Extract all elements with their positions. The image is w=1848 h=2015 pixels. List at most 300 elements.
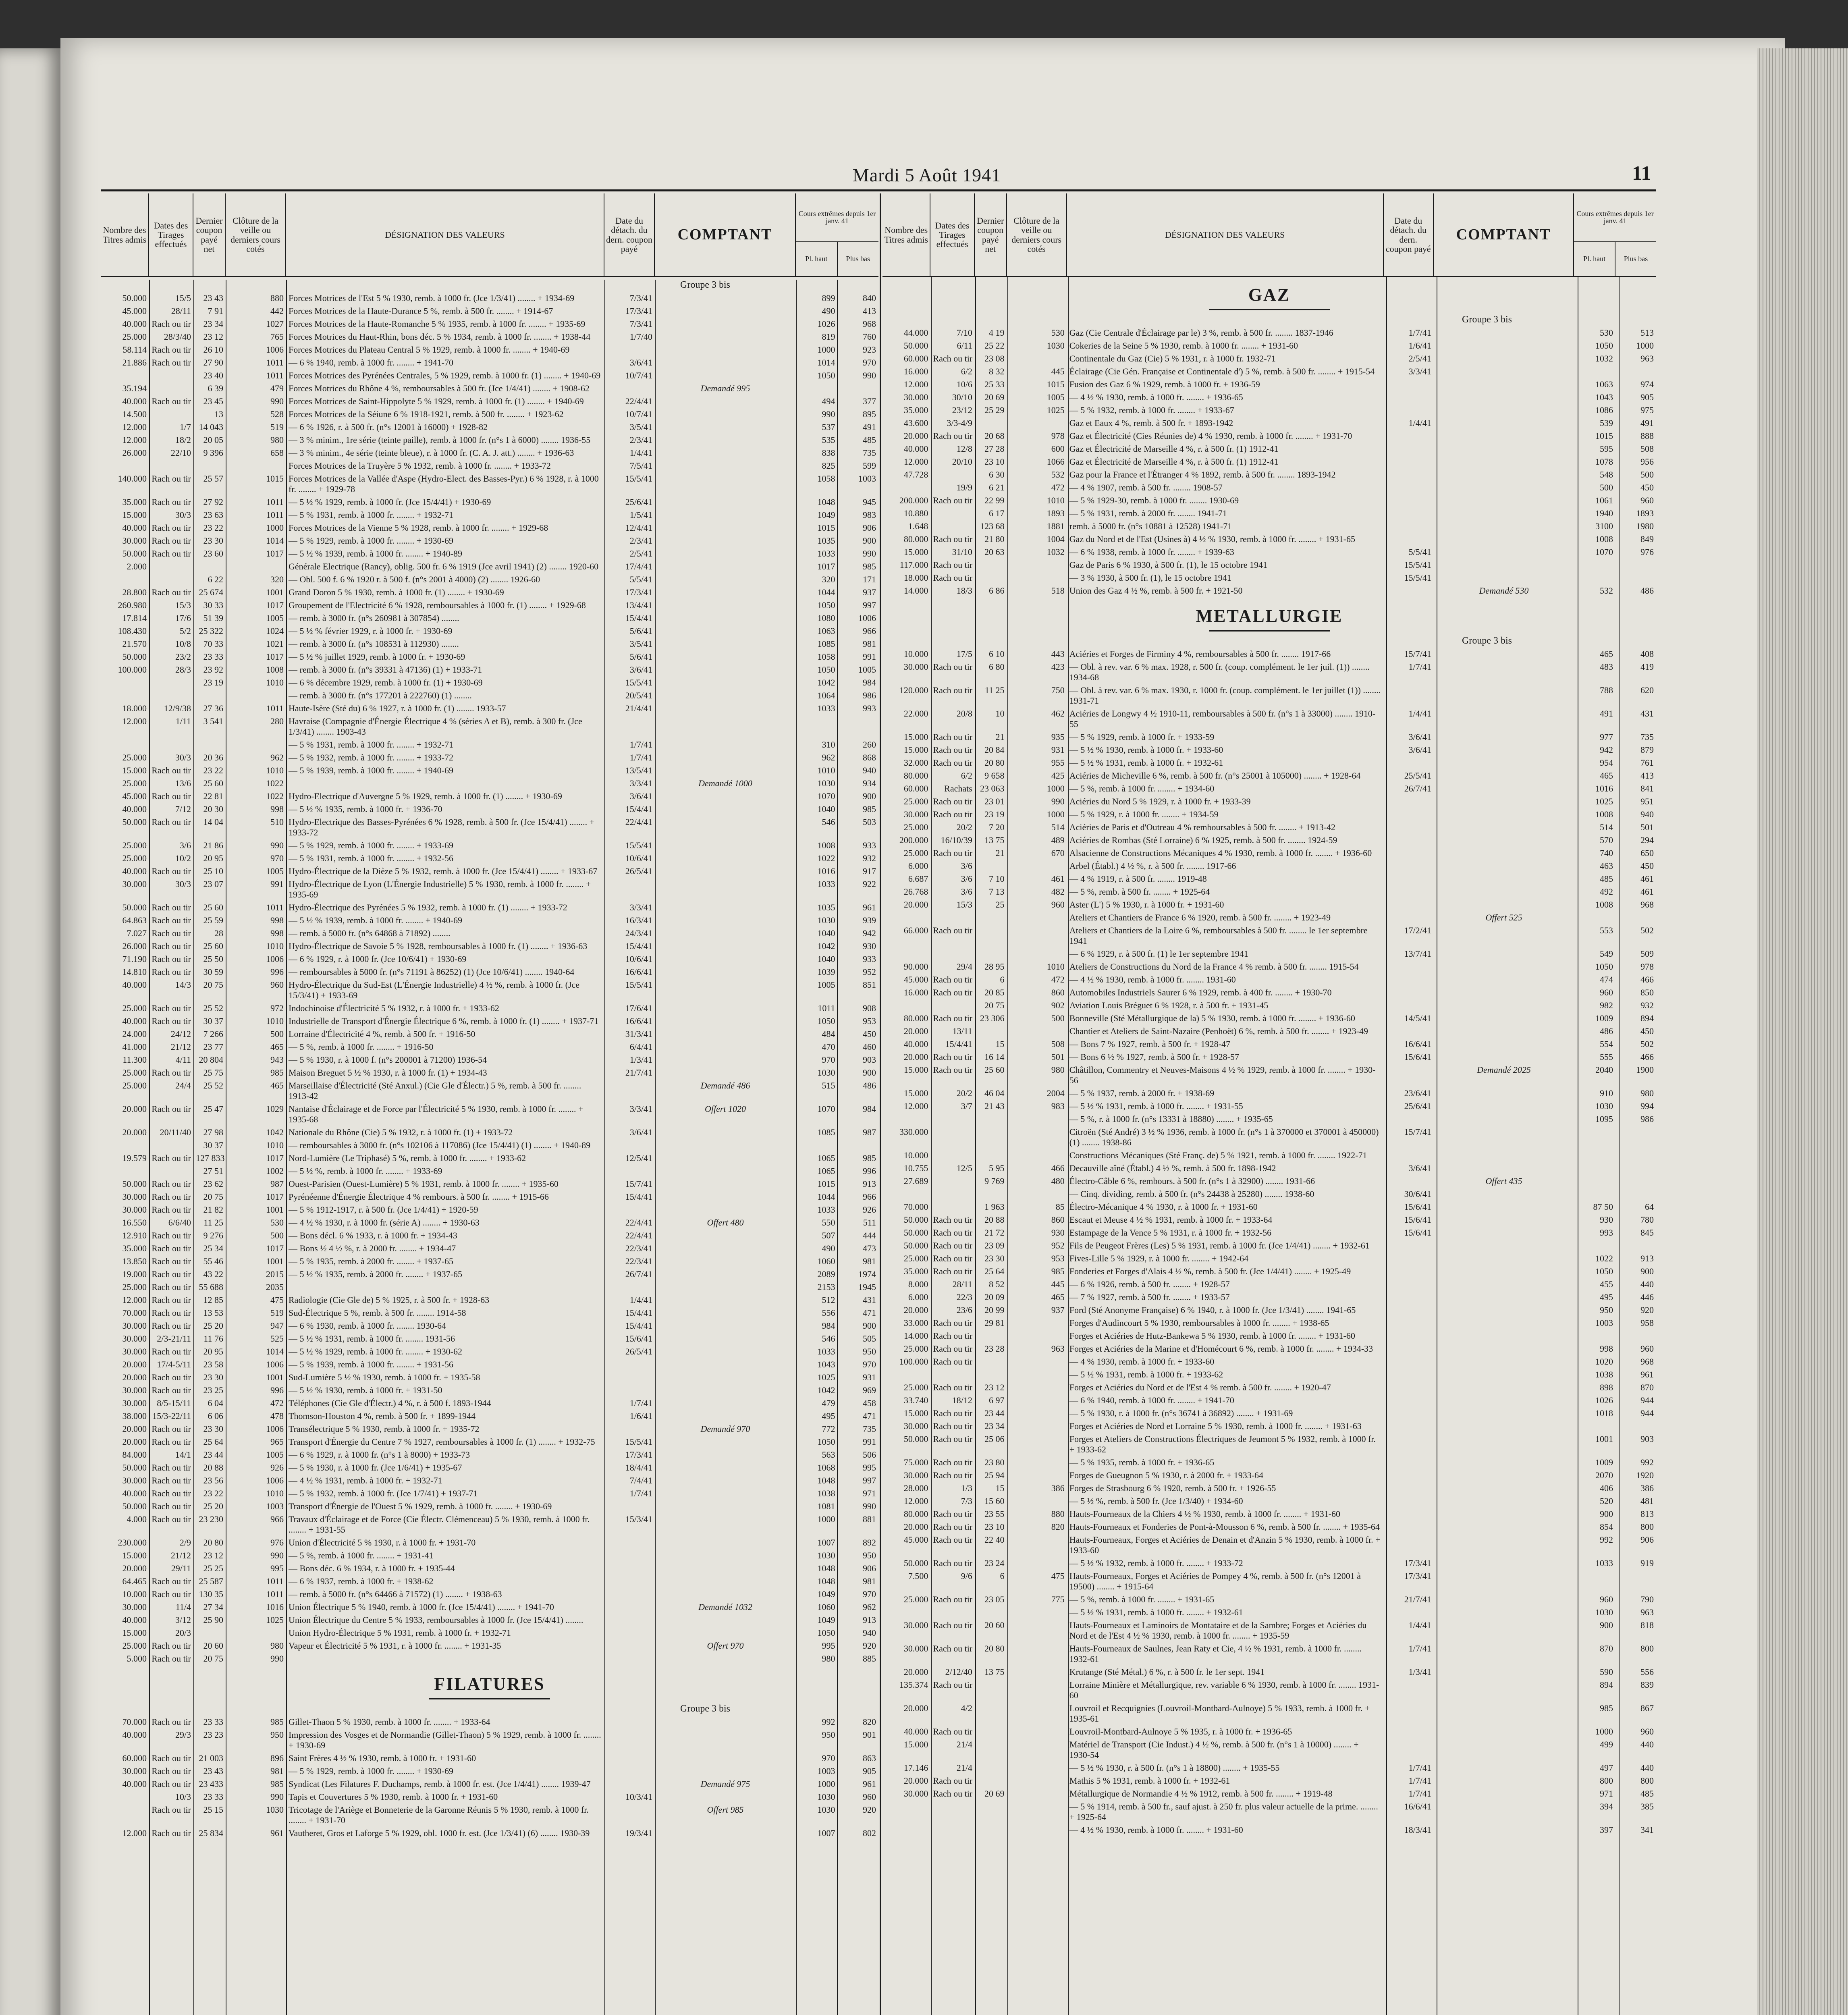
table-row [101,980,878,1001]
cell-cloture: 1021 [266,639,284,649]
table-row [101,1615,878,1625]
cell-cloture: 981 [270,1766,284,1776]
cell-nombre: 15.000 [903,1065,928,1075]
cell-date-detach [1384,1253,1434,1264]
table-row [101,587,878,598]
cell-dernier [975,1331,1007,1341]
cell-cloture: 990 [270,1792,284,1802]
table-row [101,574,878,585]
cell-designation: Gaz du Nord et de l'Est (Usines à) 4 ½ % 1930, remb. à 1000 fr. ........ + 1931-65 [1069,534,1355,544]
cell-plus-bas [1617,1150,1654,1161]
cell-date-detach: 10/6/41 [625,853,652,863]
cell-comptant [1434,1356,1574,1367]
cell-cours [1574,1457,1656,1468]
cell-nombre: 50.000 [903,1215,928,1225]
cell-plus-bas: 894 [1640,1013,1654,1023]
column-rule [796,280,797,2015]
cell-nombre [882,912,930,923]
cell-nombre: 41.000 [122,1042,147,1052]
cell-cloture [1007,1703,1067,1724]
left-table [101,193,878,2015]
cell-cloture: 985 [270,1779,284,1789]
cell-plus-haut: 500 [1600,482,1613,492]
cell-cloture: 443 [1051,649,1065,659]
cell-comptant [655,866,796,877]
cell-comptant [655,1166,796,1176]
cell-cours [1574,861,1656,871]
cell-plus-haut: 950 [822,1730,835,1740]
cell-dernier: 70 33 [203,639,223,649]
table-row [882,1594,1656,1605]
cell-comptant [1434,1496,1574,1506]
cell-plus-bas: 960 [863,1792,876,1802]
cell-nombre: 33.740 [903,1395,928,1405]
cell-dernier: 25 587 [199,1576,223,1586]
cell-cloture: 1011 [266,703,284,713]
cell-date-detach [1384,495,1434,506]
cell-plus-bas: 839 [1640,1680,1654,1690]
cell-date-detach [1384,809,1434,820]
cell-dernier: 25 33 [984,379,1005,389]
cell-designation: — 4 ½ % 1930, r. à 1000 fr. (série A) ........ + 1930-63 [289,1217,480,1228]
cell-nombre: 21.886 [122,357,147,368]
cell-cloture: 990 [270,396,284,406]
cell-plus-haut: 554 [1600,1039,1613,1049]
cell-plus-bas: 818 [1640,1620,1654,1630]
table-row [101,1104,878,1125]
cell-nombre [101,677,149,688]
cell-designation: — 3 % 1930, à 500 fr. (1), le 15 octobre 1941 [1069,573,1231,583]
cell-dates: 17/6 [175,613,191,623]
cell-dernier: 23 07 [203,879,223,889]
cell-dernier: 23 33 [203,1717,223,1727]
cell-plus-haut: 1044 [817,1192,835,1202]
cell-designation: Tricotage de l'Ariège et Bonneterie de la Garonne Réunis 5 % 1930, remb. à 1000 fr. ........ + 1931-70 [289,1805,589,1825]
cell-dernier: 23 77 [203,1042,223,1052]
table-row [101,840,878,851]
cell-designation: — 5 ½ % février 1929, r. à 1000 fr. + 1930-69 [289,626,453,636]
cell-designation: — 5 % 1932, remb. à 1000 fr. (Jce 1/7/41) + 1937-71 [289,1488,478,1498]
table-row [101,510,878,520]
cell-designation: Aciéries et Forges de Firminy 4 %, remboursables à 500 fr. ........ 1917-66 [1069,649,1331,659]
cell-comptant [1434,835,1574,845]
cell-plus-bas: 932 [1640,1000,1654,1010]
cell-cloture: 466 [1051,1163,1065,1173]
cell-date-detach: 3/6/41 [629,357,652,368]
cell-cloture: 530 [1051,328,1065,338]
cell-comptant [655,345,796,355]
cell-plus-haut: 490 [822,306,835,316]
cell-comptant [1434,1114,1574,1124]
cell-dernier: 46 04 [984,1088,1005,1098]
cell-plus-haut: 740 [1600,848,1613,858]
column-rule [975,277,976,2015]
cell-designation: — 5 ½ % 1939, remb. à 1000 fr. ........ + 1940-69 [289,915,462,925]
cell-designation: — 4 % 1930, remb. à 1000 fr. + 1933-60 [1069,1356,1215,1367]
cell-designation: Saint Frères 4 ½ % 1930, remb. à 1000 fr. + 1931-60 [289,1753,476,1763]
cell-cloture [1007,1318,1067,1328]
cell-plus-bas: 780 [1640,1215,1654,1225]
cell-dates [930,1189,974,1199]
table-row [882,783,1656,794]
cell-nombre: 12.000 [122,435,147,445]
cell-cloture: 1010 [266,677,284,688]
cell-plus-bas: 926 [863,1205,876,1215]
cell-dernier: 25 64 [984,1266,1005,1276]
cell-plus-haut: 1035 [817,902,835,912]
cell-designation: Ateliers et Chantiers de la Loire 6 %, remboursables à 500 fr. ........ le 1er septembre 1941 [1069,925,1368,946]
cell-plus-bas: 951 [1640,796,1654,806]
cell-plus-haut: 1030 [817,915,835,925]
cell-date-detach: 26/5/41 [625,866,652,876]
cell-cours [1574,1369,1656,1380]
cell-designation: Aciéries de Paris et d'Outreau 4 % remboursables à 500 fr. ........ + 1913-42 [1069,822,1336,832]
cell-plus-haut: 894 [1600,1680,1613,1690]
cell-designation: — 4 % 1907, remb. à 500 fr. ........ 1908-57 [1069,482,1223,492]
table-row [882,444,1656,454]
cell-comptant: Demandé 995 [700,383,750,393]
table-row [882,974,1656,985]
cell-cloture: 978 [1051,431,1065,441]
cell-plus-bas: 735 [1640,732,1654,742]
cell-cloture: 1001 [266,587,284,597]
cell-nombre: 200.000 [899,495,928,505]
cell-dates: Rach ou tir [152,357,191,368]
table-row [101,652,878,662]
cell-comptant [655,370,796,381]
table-row [101,1398,878,1408]
cell-plus-bas: 900 [863,1068,876,1078]
cell-designation: — 5 % 1931, remb. à 1000 fr. ........ + 1932-71 [289,510,453,520]
cell-comptant [655,1514,796,1535]
cell-date-detach: 7/5/41 [629,461,652,471]
cell-designation: — 5 % 1929, remb. à 1000 fr. ........ + 1930-69 [289,1766,453,1776]
cell-dates: Rach ou tir [152,1589,191,1599]
cell-nombre: 14.000 [903,586,928,596]
cell-plus-bas: 984 [863,1104,876,1114]
cell-dates: 4/2 [961,1703,972,1713]
cell-dates: Rach ou tir [933,1356,973,1367]
cell-nombre: 12.910 [122,1230,147,1240]
cell-date-detach: 15/5/41 [625,840,652,850]
cell-cours [1574,1620,1656,1641]
cell-plus-haut [1576,1240,1617,1251]
cell-designation: Chantier et Ateliers de Saint-Nazaire (Penhoët) 6 %, remb. à 500 fr. ........ + 1923-49 [1069,1026,1368,1036]
table-row [101,613,878,623]
cell-designation: — 6 % 1940, remb. à 1000 fr. ........ + 1941-70 [1069,1395,1234,1405]
cell-dernier [975,1739,1007,1760]
cell-dates: 30/3 [175,510,191,520]
cell-designation: Union des Gaz 4 ½ %, remb. à 500 fr. + 1921-50 [1069,586,1243,596]
cell-date-detach: 1/7/41 [1408,1643,1431,1654]
cell-cours [1574,732,1656,742]
cell-nombre: 30.000 [122,879,147,889]
cell-designation: — 5 % 1929-30, remb. à 1000 fr. ........ 1930-69 [1069,495,1239,505]
cell-comptant [655,1501,796,1512]
cell-cours [1574,495,1656,506]
cell-plus-haut [1576,1421,1617,1431]
cell-dates: 20/8 [956,708,972,719]
table-row [882,1680,1656,1701]
cell-date-detach: 1/7/40 [629,332,652,342]
cell-dates: 10/3 [175,1792,191,1802]
cell-dates: 3/7 [961,1101,972,1111]
cell-nombre: 80.000 [903,1509,928,1519]
cell-plus-bas: 903 [1640,1434,1654,1444]
cell-comptant [655,716,796,737]
cell-cloture: 955 [1051,758,1065,768]
table-row [101,941,878,951]
cell-date-detach: 22/3/41 [625,1256,652,1266]
cell-designation: Aviation Louis Bréguet 6 % 1928, r. à 500 fr. + 1931-45 [1069,1000,1269,1010]
table-row [882,796,1656,807]
cell-plus-haut: 470 [822,1042,835,1052]
cell-comptant [1434,949,1574,959]
cell-cloture: 1881 [1047,521,1065,531]
cell-nombre: 20.000 [903,1305,928,1315]
cell-cours [1574,431,1656,441]
cell-date-detach: 1/5/41 [629,510,652,520]
cell-date-detach [1384,1408,1434,1419]
table-row [101,1217,878,1228]
cell-dates: 3/6 [179,840,191,850]
cell-date-detach [1384,1496,1434,1506]
cell-dates: 21/4 [956,1739,972,1749]
cell-nombre: 16.000 [903,366,928,376]
cell-designation: Forces Motrices du Rhône 4 %, remboursables à 500 fr. (Jce 1/4/41) ........ + 1908-62 [289,383,590,393]
cell-date-detach: 21/7/41 [625,1068,652,1078]
cell-plus-haut [1576,366,1617,377]
cell-designation: — 5 ½ % 1930, remb. à 1000 fr. + 1933-60 [1069,745,1223,755]
cell-dates: Rach ou tir [933,1594,973,1604]
header-cloture: Clôture de la veille ou derniers cours cotés [1007,193,1067,276]
cell-comptant [655,752,796,763]
cell-comptant [655,1628,796,1638]
cell-date-detach [604,1166,655,1176]
table-row [101,1153,878,1163]
cell-dates: Rach ou tir [933,848,973,858]
cell-plus-bas: 969 [863,1385,876,1395]
table-row [101,306,878,316]
cell-designation: — 6 % 1940, remb. à 1000 fr. ........ + 1941-70 [289,357,453,368]
cell-dernier: 23 62 [203,1179,223,1189]
cell-nombre: 40.000 [122,1488,147,1498]
cell-date-detach: 25/6/41 [1404,1101,1431,1111]
cell-dates: 24/4 [175,1080,191,1091]
cell-cloture [1007,1763,1067,1773]
cell-cloture: 970 [270,853,284,863]
cell-cours [1574,1607,1656,1618]
cell-comptant [1434,1703,1574,1724]
table-row [101,1068,878,1078]
cell-comptant [1434,392,1574,403]
cell-cours [1574,1228,1656,1238]
cell-comptant [655,461,796,471]
cell-dates: 21/4 [956,1763,972,1773]
table-row [882,1356,1656,1367]
cell-cours [1574,887,1656,897]
cell-dates: 15/4/41 [945,1039,972,1049]
cell-comptant [655,954,796,964]
cell-dernier: 22 81 [203,791,223,801]
cell-comptant [655,600,796,611]
cell-plus-haut: 942 [1600,745,1613,755]
cell-dernier: 6 10 [989,649,1005,659]
cell-comptant [1434,573,1574,583]
cell-plus-haut: 1000 [1595,1726,1613,1737]
cell-plus-bas [1617,1421,1654,1431]
cell-designation: Forges et Aciéries de Hutz-Bankewa 5 % 1930, remb. à 1000 fr. ........ + 1931-60 [1069,1331,1355,1341]
table-row [101,1269,878,1280]
table-row [101,1779,878,1789]
table-row [882,1052,1656,1062]
cell-plus-haut: 1005 [817,980,835,990]
cell-date-detach [1384,758,1434,768]
cell-plus-haut: 898 [1600,1382,1613,1392]
cell-cloture [1007,1421,1067,1431]
cell-plus-bas: 509 [1640,949,1654,959]
cell-dernier: 25 674 [199,587,223,597]
cell-designation: — 3 % minim., 1re série (teinte paille), remb. à 1000 fr. (n°s 1 à 6000) ........ 1936-55 [289,435,591,445]
cell-designation: — 6 % 1926, remb. à 500 fr. ........ + 1928-57 [1069,1279,1230,1289]
cell-cloture: 1015 [1047,379,1065,389]
cell-dates: 30/10 [952,392,972,402]
cell-dates [149,1166,193,1176]
cell-dernier: 23 92 [203,665,223,675]
cell-nombre: 15.000 [122,510,147,520]
cell-designation: Ateliers de Constructions du Nord de la France 4 % remb. à 500 fr. ........ 1915-54 [1069,962,1359,972]
cell-cloture: 479 [270,383,284,393]
cell-cloture: 950 [270,1730,284,1740]
cell-designation: Groupement de l'Electricité 6 % 1928, remboursables à 1000 fr. (1) ........ + 1929-68 [289,600,586,610]
cell-comptant [655,1042,796,1052]
cell-dates: 15/3 [956,899,972,910]
cell-plus-bas: 932 [863,853,876,863]
cell-date-detach: 12/4/41 [625,523,652,533]
cell-dernier: 6 17 [989,508,1005,518]
cell-dernier: 20 68 [984,431,1005,441]
cell-comptant [655,1346,796,1357]
cell-comptant [1434,1318,1574,1328]
cell-plus-bas: 953 [863,1016,876,1026]
cell-nombre: 50.000 [122,1179,147,1189]
cell-cours [1574,1240,1656,1251]
cell-nombre: 30.000 [122,1398,147,1408]
cell-dernier: 13 75 [984,835,1005,845]
column-rule [1386,277,1387,2015]
cell-designation: Gaz et Eaux 4 %, remb. à 500 fr. + 1893-1942 [1069,418,1233,428]
table-row [101,1424,878,1434]
cell-plus-bas: 991 [863,652,876,662]
cell-date-detach: 13/7/41 [1404,949,1431,959]
cell-comptant [1434,1825,1574,1835]
cell-plus-haut: 1008 [1595,809,1613,819]
cell-designation: — remb. à 5000 fr. (n°s 64868 à 71892) ........ [289,928,451,938]
cell-dernier: 21 003 [199,1753,223,1763]
cell-cours [1574,662,1656,683]
cell-dates: 17/5 [956,649,972,659]
cell-nombre: 30.000 [903,1421,928,1431]
cell-dernier: 25 60 [203,941,223,951]
cell-dernier: 43 22 [203,1269,223,1279]
cell-designation: Lorraine Minière et Métallurgique, rev. variable 6 % 1930, remb. à 1000 fr. ........ 1931-60 [1069,1680,1379,1700]
cell-comptant [1434,1189,1574,1199]
cell-dates: Rach ou tir [152,1385,191,1395]
cell-plus-bas: 920 [863,1805,876,1815]
cell-comptant: Demandé 2025 [1477,1065,1531,1075]
table-row [882,822,1656,833]
cell-date-detach: 26/7/41 [1404,783,1431,794]
cell-dernier: 15 [995,1039,1005,1049]
cell-plus-haut: 1068 [817,1462,835,1473]
cell-cours [1574,457,1656,467]
cell-comptant [655,639,796,649]
cell-designation: Ford (Sté Anonyme Française) 6 % 1940, r. à 1000 fr. (Jce 1/3/41) ........ 1941-65 [1069,1305,1356,1315]
cell-designation: — 5 ½ % 1939, remb. à 1000 fr. ........ + 1940-89 [289,548,462,559]
cell-designation: Tapis et Couvertures 5 % 1930, remb. à 1000 fr. + 1931-60 [289,1792,498,1802]
cell-comptant [1434,1101,1574,1111]
cell-cloture: 966 [270,1514,284,1524]
cell-plus-haut: 492 [1600,887,1613,897]
cell-plus-bas: 888 [1640,431,1654,441]
cell-nombre: 21.570 [122,639,147,649]
cell-plus-haut: 1070 [817,1104,835,1114]
table-row [101,703,878,714]
cell-plus-haut: 494 [822,396,835,406]
cell-plus-haut: 555 [1600,1052,1613,1062]
cell-dates: 3/6 [961,887,972,897]
cell-nombre: 260.980 [118,600,147,610]
table-row [882,962,1656,972]
cell-cloture [1007,353,1067,364]
cell-plus-bas: 900 [863,1321,876,1331]
cell-cloture [1007,1434,1067,1455]
cell-date-detach [1384,1065,1434,1086]
cell-date-detach [1384,1369,1434,1380]
table-row [101,1256,878,1267]
cell-plus-haut: 1000 [817,1514,835,1524]
cell-dernier: 25 [995,899,1005,910]
cell-dates: Rach ou tir [152,1437,191,1447]
cell-nombre [882,1000,930,1011]
cell-dernier: 20 85 [984,987,1005,997]
cell-plus-bas: 840 [863,293,876,303]
cell-dates: 7/10 [956,328,972,338]
cell-comptant [1434,457,1574,467]
cell-designation: Aciéries de Longwy 4 ½ 1910-11, remboursables à 500 fr. (n°s 1 à 33000) ........ 1910-55 [1069,708,1376,729]
cell-dernier: 10 [995,708,1005,719]
cell-date-detach: 15/6/41 [1404,1202,1431,1212]
cell-nombre: 19.000 [122,1269,147,1279]
cell-plus-haut: 838 [822,448,835,458]
cell-cours [1574,1292,1656,1302]
cell-dernier [975,1763,1007,1773]
cell-comptant [1434,1039,1574,1049]
cell-designation: Haute-Isère (Sté du) 6 % 1927, r. à 1000 fr. (1) ........ 1933-57 [289,703,506,713]
cell-dernier: 29 81 [984,1318,1005,1328]
cell-nombre: 14.500 [122,409,147,419]
cell-plus-bas: 940 [863,765,876,775]
cell-dernier: 6 30 [989,469,1005,480]
cell-designation: Hauts-Fourneaux de Saulnes, Jean Raty et Cie, 4 ½ % 1931, remb. à 1000 fr. ........ 1932-61 [1069,1643,1362,1664]
cell-date-detach: 1/4/41 [629,1295,652,1305]
header-rule [101,189,1656,191]
cell-plus-bas: 863 [863,1753,876,1763]
cell-plus-bas: 931 [863,1372,876,1382]
table-row [101,1179,878,1189]
cell-dates: 6/2 [961,771,972,781]
cell-date-detach [1384,1026,1434,1037]
